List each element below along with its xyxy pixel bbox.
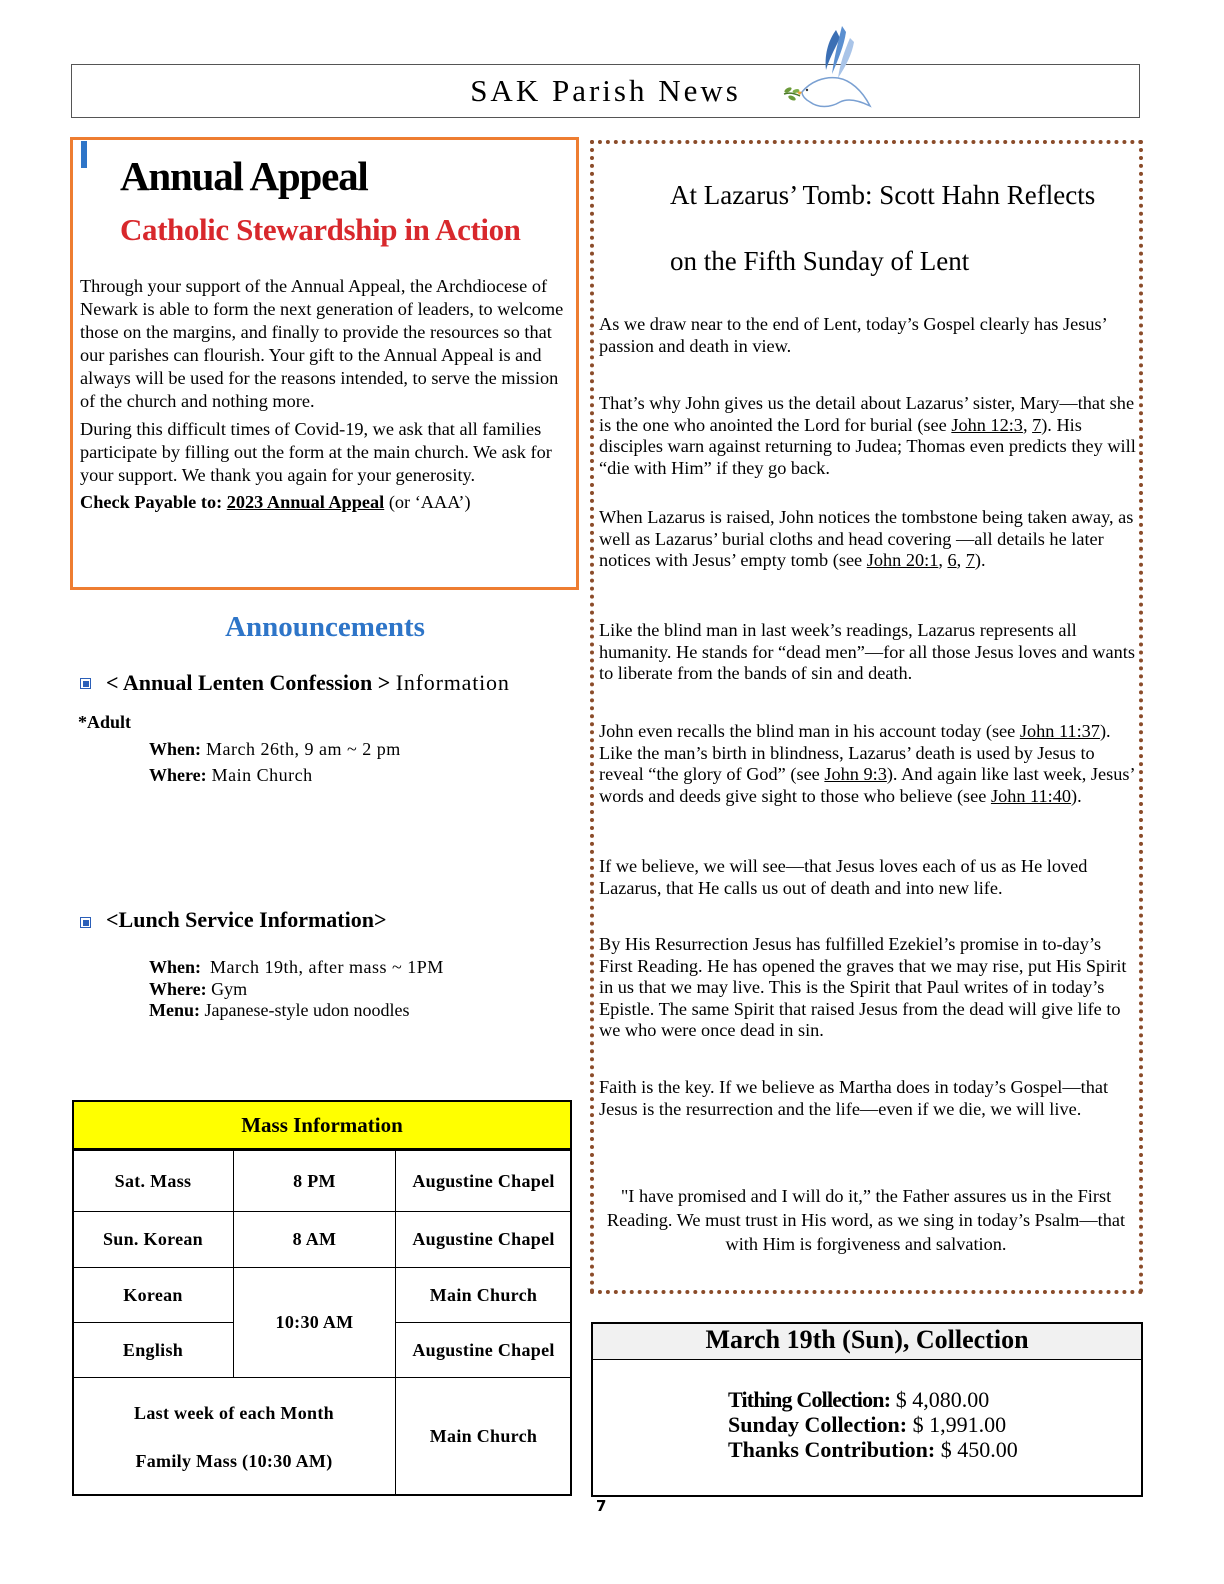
dove-icon bbox=[780, 24, 875, 120]
appeal-subtitle: Catholic Stewardship in Action bbox=[120, 212, 521, 247]
announcements-heading: Announcements bbox=[225, 611, 425, 643]
article-paragraph bbox=[599, 393, 1139, 479]
where-value: Main Church bbox=[211, 765, 313, 785]
text-run: ). And again like last week, Jesus’ words and deeds give sight to those who believe (see bbox=[599, 764, 1135, 806]
collection-value: $ 1,991.00 bbox=[912, 1412, 1007, 1437]
text-run: ). bbox=[1071, 785, 1082, 806]
article-paragraph bbox=[599, 721, 1139, 807]
appeal-paragraph: During this difficult times of Covid-19, we ask that all families participate by filling out the form at the main church. We ask for your support. We thank you again for your generosity. bbox=[80, 418, 552, 485]
appeal-title: Annual Appeal bbox=[120, 153, 368, 199]
check-payee: 2023 Annual Appeal bbox=[226, 491, 385, 512]
lunch-where bbox=[149, 979, 444, 1001]
mass-name-cell: Sat. Mass bbox=[72, 1150, 234, 1212]
scripture-link[interactable]: John 11:37 bbox=[1019, 721, 1100, 741]
mass-time-cell: 8 PM bbox=[233, 1150, 396, 1212]
mass-table-header: Mass Information bbox=[72, 1100, 572, 1150]
lenten-confession-heading bbox=[106, 670, 510, 696]
lenten-details bbox=[149, 736, 401, 788]
collection-label: Sunday Collection: bbox=[728, 1412, 908, 1437]
collection-value: $ 4,080.00 bbox=[895, 1387, 990, 1412]
when-value: March 26th, 9 am ~ 2 pm bbox=[206, 739, 401, 759]
adult-label: *Adult bbox=[78, 712, 132, 732]
checkbox-icon bbox=[80, 678, 91, 689]
text-run: When Lazarus is raised, John notices the tombstone being taken away, as well as Lazarus’ burial cloths and head covering —all details he later notices with Jesus’ empty tomb (see bbox=[599, 507, 1134, 571]
article-paragraph: If we believe, we will see—that Jesus loves each of us as He loved Lazarus, that He calls us out of death and into new life. bbox=[599, 856, 1088, 898]
mass-place-cell: Augustine Chapel bbox=[395, 1150, 572, 1212]
mass-place-cell: Augustine Chapel bbox=[395, 1211, 572, 1268]
appeal-body bbox=[80, 275, 572, 514]
mass-time-cell: 8 AM bbox=[233, 1211, 396, 1268]
when-label: When: bbox=[149, 739, 202, 759]
collection-amounts bbox=[728, 1387, 1018, 1462]
article-title-line: At Lazarus’ Tomb: Scott Hahn Reflects bbox=[670, 180, 1096, 210]
menu-label: Menu: bbox=[149, 1000, 200, 1020]
mass-place-cell: Main Church bbox=[395, 1377, 572, 1496]
text-run: , bbox=[1022, 414, 1033, 435]
page-number: 7 bbox=[596, 1497, 607, 1515]
scripture-link[interactable]: 6 bbox=[947, 550, 957, 571]
thanks-contribution bbox=[728, 1437, 1018, 1462]
text-run: , bbox=[938, 550, 948, 571]
article-paragraph bbox=[599, 507, 1139, 572]
lunch-service-heading: <Lunch Service Information> bbox=[106, 907, 387, 932]
article-closing-quote: "I have promised and I will do it,” the Father assures us in the First Reading. We must trust in His word, as we sing in today’s Psalm—that with Him is forgiveness and salvation. bbox=[606, 1186, 1126, 1254]
text-run: ). bbox=[974, 550, 986, 571]
appeal-accent-bar bbox=[81, 141, 87, 168]
family-mass-line: Family Mass (10:30 AM) bbox=[135, 1450, 333, 1471]
collection-label: Tithing Collection: bbox=[728, 1387, 891, 1412]
article-paragraph: Like the blind man in last week’s readings, Lazarus represents all humanity. He stands for “dead men”—for all those Jesus loves and wants to liberate from the bands of sin and death. bbox=[599, 620, 1135, 684]
where-label: Where: bbox=[149, 765, 207, 785]
article-paragraph: Faith is the key. If we believe as Martha does in today’s Gospel—that Jesus is the resurrection and the life—even if we die, we will live. bbox=[599, 1077, 1109, 1119]
check-payable-line bbox=[80, 491, 572, 514]
text-run: , bbox=[956, 550, 966, 571]
sunday-collection bbox=[728, 1412, 1018, 1437]
where-label: Where: bbox=[149, 978, 207, 999]
mass-time-cell: 10:30 AM bbox=[233, 1267, 396, 1378]
article-paragraph: By His Resurrection Jesus has fulfilled Ezekiel’s promise in to-day’s First Reading. He has opened the graves that we may rise, put His Spirit in us that we may live. This is the Spirit that Paul writes of in today’s Epistle. The same Spirit that raised Jesus from the dead will give life to we who were once dead in sin. bbox=[599, 934, 1127, 1041]
scripture-link[interactable]: 7 bbox=[1032, 414, 1042, 435]
lunch-menu bbox=[149, 1000, 444, 1022]
menu-value: Japanese-style udon noodles bbox=[204, 1000, 410, 1020]
mass-name-cell: Sun. Korean bbox=[72, 1211, 234, 1268]
text-run: ). His disciples warn against returning to Judea; Thomas even predicts they will “die with Him” if they go back. bbox=[599, 414, 1136, 478]
article-title-line: on the Fifth Sunday of Lent bbox=[670, 246, 970, 276]
tithing-collection bbox=[728, 1387, 1018, 1412]
mass-name-cell: English bbox=[72, 1322, 234, 1378]
collection-heading: March 19th (Sun), Collection bbox=[591, 1322, 1143, 1360]
text-run: ). Like the man’s birth in blindness, Lazarus’ death is used by Jesus to reveal “the glory of God” (see bbox=[599, 721, 1111, 785]
lenten-title-suffix: Information bbox=[395, 670, 510, 695]
newsletter-title: SAK Parish News bbox=[470, 73, 741, 108]
lenten-when bbox=[149, 736, 401, 762]
scripture-link[interactable]: 7 bbox=[965, 550, 975, 571]
page-header bbox=[71, 64, 1140, 118]
text-run: That’s why John gives us the detail about Lazarus’ sister, Mary—that she is the one who anointed the Lord for burial (see bbox=[599, 393, 1135, 435]
check-note: (or ‘AAA’) bbox=[388, 491, 471, 512]
text-run: John even recalls the blind man in his account today (see bbox=[599, 721, 1020, 741]
when-value: March 19th, after mass ~ 1PM bbox=[210, 957, 444, 977]
where-value: Gym bbox=[211, 978, 248, 999]
scripture-link[interactable]: John 9:3 bbox=[824, 764, 887, 785]
mass-name-cell: Korean bbox=[72, 1267, 234, 1323]
lunch-details bbox=[149, 957, 444, 1022]
lenten-title: < Annual Lenten Confession > bbox=[106, 670, 391, 695]
family-mass-cell bbox=[72, 1377, 396, 1496]
article-paragraph: As we draw near to the end of Lent, today’s Gospel clearly has Jesus’ passion and death in view. bbox=[599, 314, 1107, 356]
collection-value: $ 450.00 bbox=[940, 1437, 1018, 1462]
scripture-link[interactable]: John 20:1 bbox=[866, 550, 939, 571]
check-label: Check Payable to: bbox=[80, 491, 223, 512]
appeal-paragraph: Through your support of the Annual Appeal, the Archdiocese of Newark is able to form the next generation of leaders, to welcome those on the margins, and finally to provide the resources so that our parishes can flourish. Your gift to the Annual Appeal is and always will be used for the reasons intended, to serve the mission of the church and nothing more. bbox=[80, 276, 564, 412]
scripture-link[interactable]: John 11:40 bbox=[990, 785, 1072, 806]
lenten-where bbox=[149, 762, 401, 788]
scripture-link[interactable]: John 12:3 bbox=[951, 414, 1023, 435]
collection-label: Thanks Contribution: bbox=[728, 1437, 936, 1462]
lunch-when bbox=[149, 957, 444, 979]
family-mass-line: Last week of each Month bbox=[134, 1402, 334, 1423]
mass-place-cell: Augustine Chapel bbox=[395, 1322, 572, 1378]
mass-place-cell: Main Church bbox=[395, 1267, 572, 1323]
checkbox-icon bbox=[80, 917, 91, 928]
when-label: When: bbox=[149, 957, 202, 977]
